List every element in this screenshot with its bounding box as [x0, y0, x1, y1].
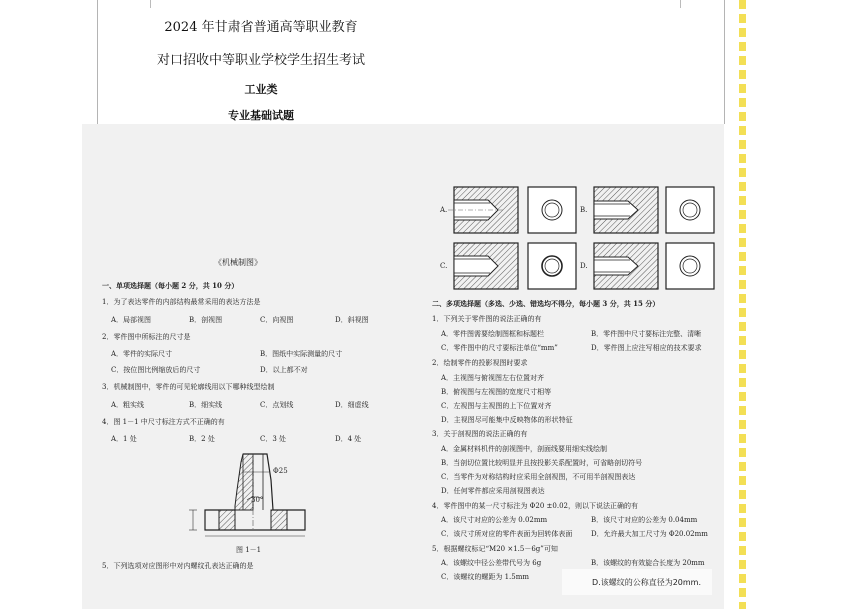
option: D．任何零件都应采用剖视图表达	[441, 487, 545, 495]
option: C．零件图中的尺寸要标注单位“mm”	[441, 344, 558, 352]
option: C．左视图与主视图的上下位置对齐	[441, 402, 552, 410]
option: D．细虚线	[335, 401, 369, 409]
dimension-diameter: Φ25	[273, 467, 288, 475]
option: A．金属材料机件的剖视图中，剖面线要用细实线绘制	[441, 445, 608, 453]
section-title: 《机械制图》	[214, 258, 262, 267]
option: D．以上都不对	[260, 366, 308, 374]
option: D．主视图尽可能集中反映物体的形状特征	[441, 416, 573, 424]
option: A．该螺纹中径公差带代号为 6g	[441, 559, 542, 567]
option-a-drawing	[448, 187, 576, 233]
question-m3: 3．关于剖视图的说法正确的有	[432, 430, 528, 438]
option: B．细实线	[189, 401, 223, 409]
option: B．俯视图与左视图的宽度尺寸相等	[441, 388, 552, 396]
question-m1: 1．下列关于零件图的说法正确的有	[432, 315, 542, 323]
crop-mark	[140, 0, 151, 8]
side-stripe	[739, 0, 746, 609]
option: C．点划线	[260, 401, 294, 409]
option: A．1 处	[111, 435, 137, 443]
figure-label-c: C.	[440, 262, 448, 270]
dimension-angle: 30°	[251, 496, 264, 504]
exam-category: 工业类	[244, 83, 278, 96]
option: C．该螺纹的螺距为 1.5mm	[441, 573, 529, 581]
option: A．局部视图	[111, 316, 152, 324]
part2-heading: 二、多项选择题（多选、少选、错选均不得分，每小题 3 分，共 15 分）	[432, 299, 660, 308]
question-3: 3．机械制图中，零件的可见轮廓线用以下哪种线型绘制	[102, 383, 275, 391]
option: C．该尺寸所对应的零件表面为回转体表面	[441, 530, 573, 538]
option: A．该尺寸对应的公差为 0.02mm	[441, 516, 548, 524]
option: A．主视图与俯视图左右位置对齐	[441, 374, 545, 382]
option-d-drawing	[594, 243, 714, 289]
question-5: 5．下列选项对应图形中对内螺纹孔表达正确的是	[102, 562, 254, 570]
option: D．4 处	[335, 435, 362, 443]
option: C．当零件为对称结构时应采用全剖视图，不可用半剖视图表达	[441, 473, 636, 481]
option: A．零件图需要绘制图框和标题栏	[441, 330, 545, 338]
option: A．粗实线	[111, 401, 145, 409]
option-b-drawing	[594, 187, 714, 233]
question-4: 4．图 1－1 中尺寸标注方式不正确的有	[102, 418, 225, 426]
option: A．零件的实际尺寸	[111, 350, 173, 358]
crop-mark	[670, 0, 681, 8]
part1-heading: 一、单项选择题（每小题 2 分，共 10 分）	[102, 281, 239, 290]
option: B．图纸中实际测量的尺寸	[260, 350, 343, 358]
thread-options-figure	[438, 184, 722, 294]
question-m4: 4．零件图中的某一尺寸标注为 Φ20 ±0.02，则以下说法正确的有	[432, 502, 639, 510]
option-c-drawing	[454, 243, 576, 289]
overlay-annotation: D.该螺纹的公称直径为20mm.	[592, 578, 702, 587]
option: B．2 处	[189, 435, 215, 443]
right-margin-rule	[724, 0, 725, 124]
option: D．允许最大加工尺寸为 Φ20.02mm	[591, 530, 708, 538]
figure-label-b: B.	[580, 206, 588, 214]
option: B．当剖切位置比较明显并且按投影关系配置时，可省略剖切符号	[441, 459, 643, 467]
option: C．按位图比例缩放后的尺寸	[111, 366, 201, 374]
exam-title-line2: 对口招收中等职业学校学生招生考试	[156, 53, 365, 68]
option: B．该螺纹的有效旋合长度为 20mm	[591, 559, 705, 567]
option: D．斜视图	[335, 316, 369, 324]
question-m2: 2．绘制零件的投影视图时要求	[432, 359, 528, 367]
option: C．3 处	[260, 435, 287, 443]
figure-caption: 图 1－1	[236, 546, 262, 554]
question-m5: 5．根据螺纹标记“M20 ×1.5－6g”可知	[432, 545, 558, 553]
exam-title-line1: 2024 年甘肃省普通高等职业教育	[164, 20, 358, 35]
option: B．零件图中尺寸要标注完整、清晰	[591, 330, 702, 338]
question-1: 1．为了表达零件的内部结构最常采用的表达方法是	[102, 298, 261, 306]
figure-label-d: D.	[580, 262, 588, 270]
option: C．向视图	[260, 316, 294, 324]
figure-label-a: A.	[440, 206, 448, 214]
question-2: 2．零件图中所标注的尺寸是	[102, 333, 191, 341]
option: D．零件图上应注写相应的技术要求	[591, 344, 702, 352]
option: B．该尺寸对应的公差为 0.04mm	[591, 516, 698, 524]
option: B．剖视图	[189, 316, 223, 324]
exam-paper-title: 专业基础试题	[228, 109, 294, 122]
